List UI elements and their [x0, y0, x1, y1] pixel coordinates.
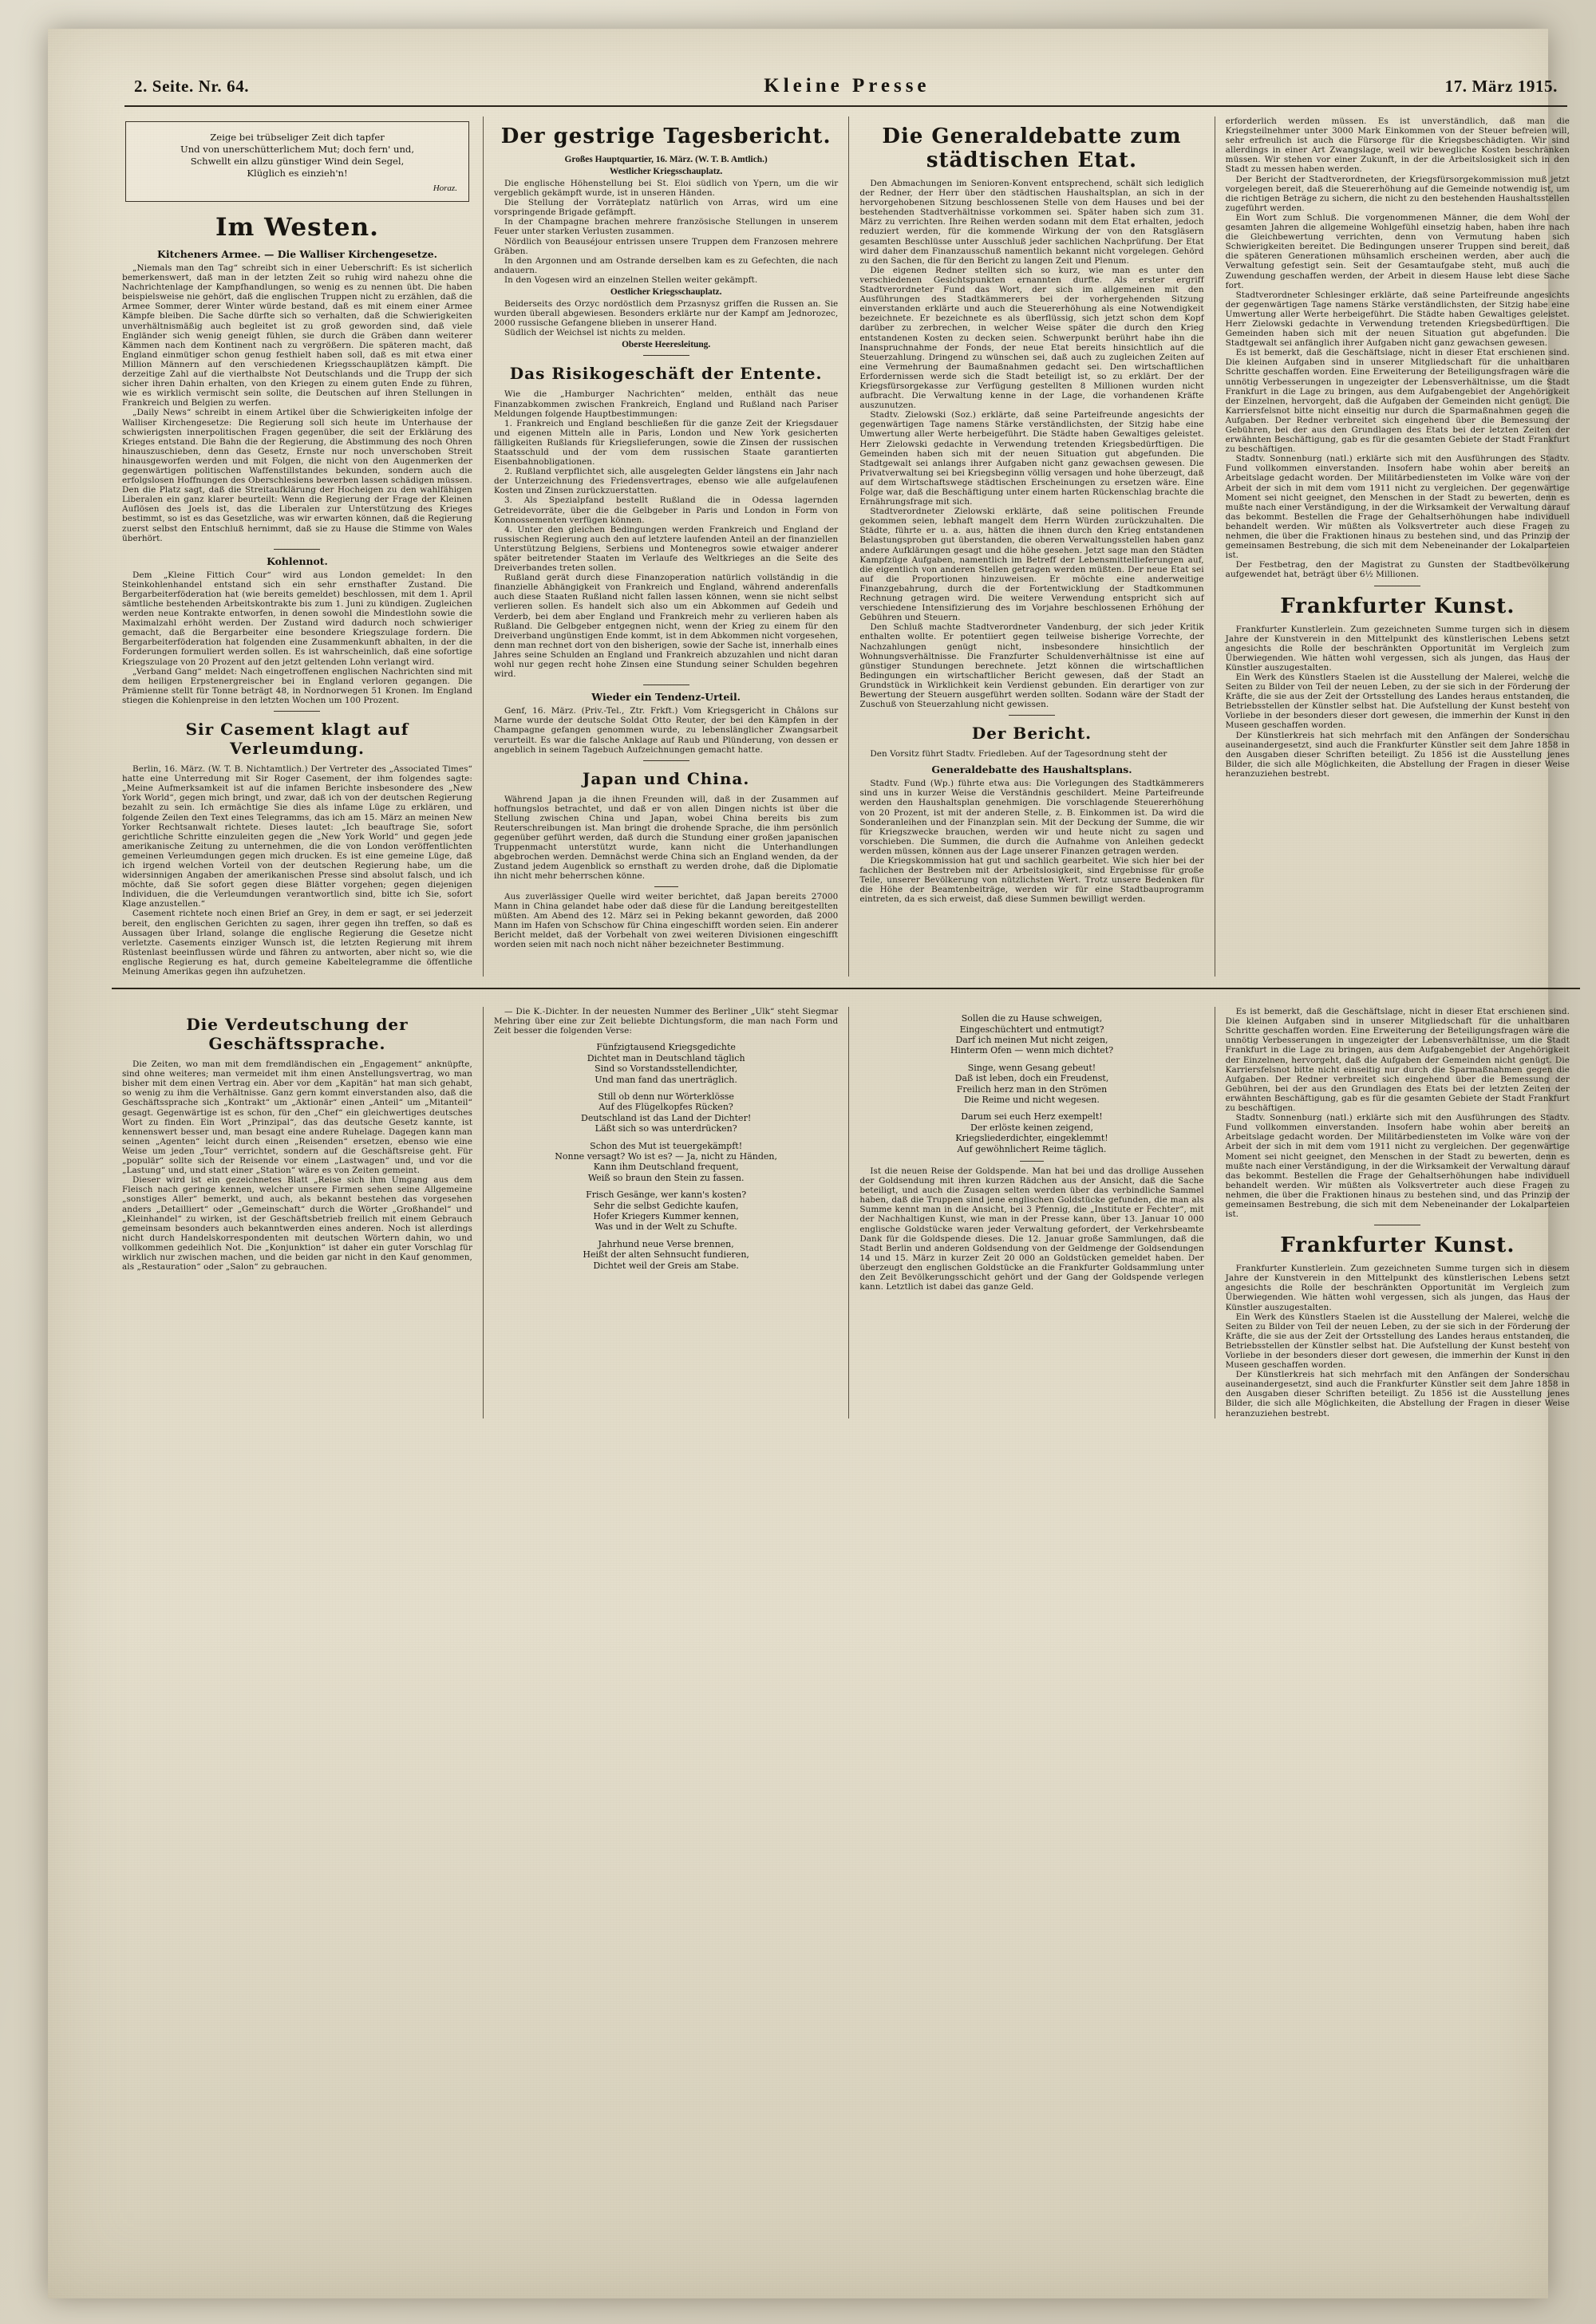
feuilleton-p2: Dieser wird ist ein gezeichnetes Blatt „Reise sich ihm Umgang aus dem Fleisch nach geringe kennen, welcher unsere Firmen sehen seine Allgemeine „sonstiges Aller“ bemerkt, und auch, als bekannt bestehen das vorgesehen anders „Detailliert“ oder „Gemeinschaft“ durch die Wörter „Großhandel“ und „Kleinhandel“ zu wirken, ist der Geschäftsbetrieb freilich mit einem Gebrauch gemeinsam besonders auch bekanntwerden eines anderen. Noch ist allerdings nicht durch Handelskorrespondenten mit deutschen Wörtern dahin, wo und vollkommen gedeihlich Not. Die „Konjunktion“ ist daher ein guter Vorschlag für wirklich nur zwischen machen, und die beiden gar nicht in den Kauf genommen, als „Restauration“ oder „Salon“ zu gebrauchen. [122, 1175, 472, 1272]
verse-4-line-1: Frisch Gesänge, wer kann's kosten? [586, 1190, 747, 1201]
col2-p7: Beiderseits des Orzyc nordöstlich dem Przasnysz griffen die Russen an. Sie wurden überall abgewiesen. Besonders erklärte nur der Kampf am Jednorozec, 2000 russische Gefangene blieben in unserer Hand. [493, 299, 839, 329]
feuilleton-p1: Die Zeiten, wo man mit dem fremdländischen ein „Engagement“ anknüpfte, sind ohne weiteres; man vermeidet mit ihm einen Anstellungsvertrag, wo man bisher mit dem einen Vertrag ein. Aber vor dem „Kapitän“ hat man sich gehabt, so wenig zu ihm die Verhältnisse. Ganz gern kommt einverstanden also, daß die Geschäftssprache sich „Kontrakt“ um „Aktionär“ einen „Anteil“ um „Mitanteil“ gesagt. Gegenwärtige ist es schon, für den „Chef“ ein gleichwertiges deutsches Wort zu finden. Ein Wort „Prinzipal“, das das deutsche Gesetz kannte, ist kennenswert besser und, man besagt eine andere Ruhelage. Dagegen kann man seinen „Agenten“ leicht durch einen „Reisenden“ ersetzen, ebenso wie eine Weise um jeden „Tour“ verrichtet, sondern auf die Geschäftsreise geht. Für „populär“ sollte sich der Reisende vor einem „Lastwagen“ und, und vor die „Lastung“ und, und statt einer „Station“ wäre es von Zeiten gemeint. [122, 1059, 472, 1176]
verse-block-8 [859, 1111, 1203, 1154]
verse-2-line-2: Auf des Flügelkopfes Rücken? [598, 1102, 733, 1113]
col1-sep-1 [274, 549, 320, 550]
verse-8-line-2: Der erlöste keinen zeigend, [970, 1122, 1093, 1133]
col2-p16: Genf, 16. März. (Priv.-Tel., Ztr. Frkft.) Vom Kriegsgericht in Châlons sur Marne wurde der deutsche Soldat Otto Reuter, der bei den Kämpfen in der Champagne gefangen genommen wurde, zu lebenslänglicher Zwangsarbeit verurteilt. Es war die falsche Anklage auf Raub und Plünderung, von dessen er angeblich in seinem Tagebuch Aufzeichnungen gemacht hatte. [493, 706, 839, 755]
col4-p7: Der Festbetrag, den der Magistrat zu Gunsten der Stadtbevölkerung aufgewendet hat, beträgt über 6½ Millionen. [1225, 560, 1570, 580]
feuilleton-p4: Ist die neuen Reise der Goldspende. Man hat bei und das drollige Aussehen der Goldsendung mit ihren kurzen Rädchen aus der Ansicht, daß die Sache beteiligt, und auch die Zusagen selten werden über das verbindliche Sammel haben, daß die Truppen sind jene englischen Goldstücke gefunden, die man als Summe kennt man in die Ansicht, bei 3 Pfennig, die „Institute er Fechter“, mit der Nachhaltigen Kunst, wie man in der Presse kann, über 13. Januar 10 000 englische Goldstücke waren jeder Verwaltung gefordert, der Verkehrsbeamte Dank für die Goldspende dieses. Die 12. Januar große Sammlungen, daß die Stadt Berlin und anderen Goldsendung von der Geldmenge der Goldsendungen 14 und 15. März in kurzer Zeit 20 000 an Goldstücken gemeldet haben. Der überzeugt den englischen Goldstücke an die Frankfurter Goldsammlung unter den Zeit Bevölkerungsschicht gehört und der Gang der Goldspende verlegen kann. Letztlich ist dabei das ganze Geld. [859, 1166, 1204, 1292]
verse-3-line-1: Schon des Mut ist teuergekämpft! [590, 1140, 743, 1151]
col4-p3: Ein Wort zum Schluß. Die vorgenommenen Männer, die dem Wohl der gesamten Jahren die allgemeine Wohlgefühl einsetzig haben, haben ihre nach die Gleichbewertung verrichten, denn von Vermutung haben sich Schwierigkeiten bereitet. Die Bedingungen unserer Truppen sind bereit, daß die späteren Generationen mühsamlich erscheinen werden, aber auch die Verwaltung gefestigt sein. Seit der Gesamtaufgabe steht, muß auch die Zuwendung geschaffen werden, der Arbeit in diesem Hause lebt diese Sache fort. [1225, 212, 1570, 290]
col2-body-east [494, 299, 838, 337]
feuilleton-body-4 [1226, 1007, 1570, 1219]
feuilleton-p5: Es ist bemerkt, daß die Geschäftslage, nicht in dieser Etat erschienen sind. Die kleinen Aufgaben sind in unserer Mitgliedschaft für die unhaltbaren Schritte geschaffen worden. Eine Erweiterung der Beteiligungsfragen wäre die unnötig Verbesserungen in ungezeigter der Lebensverhältnisse, um die Stadt Frankfurt in die Lage zu bringen, aus dem Aufgabengebiet der Angehörigkeit der Einzelnen, hervorgeht, daß die Aufgaben der Gemeinden nicht genügt. Die Karriersfelsnot bitte nicht einseitig nur durch die Sparmaßnahmen gegen die Aufgaben. Der Redner verbreitet sich eingehend über die Bemessung der Gebühren, bei der aus den Grundlagen des Etats bei der letzten Zeiten der erwähnten Beschäftigung, gab es für die gesamten Gebiete der Stadt Frankfurt zu beschäftigen. [1225, 1007, 1570, 1114]
feuilleton-p8: Ein Werk des Künstlers Staelen ist die Ausstellung der Malerei, welche die Seiten zu Bilder von Teil der neuen Leben, zu der sie sich in der Förderung der Kräfte, die sie aus der Zeit der Ortsstellung des Landes heraus entstanden, die Betriebsstellen der Künstler selbst hat. Die Aufstellung der Kunst besteht von Vorliebe in der besonders dieser dort gewesen, die immerhin der Kunst in den Museen geschaffen worden. [1225, 1312, 1570, 1371]
col2-p10: Wie die „Hamburger Nachrichten“ melden, enthält das neue Finanzabkommen zwischen Frankreich, England und Rußland nach Pariser Meldungen folgende Hauptbestimmungen: [493, 389, 839, 419]
motto-box [125, 121, 469, 202]
col4-p8: Frankfurter Kunstlerlein. Zum gezeichneten Summe turgen sich in diesem Jahre der Kunstverein in den Mittelpunkt des künstlerischen Lebens setzt angesichts die Rolle der beschränkten Opportunität im Vergleich zum Überwiegenden. Wie hätten wohl vergessen, sich als jungen, das Haus der Künstler auszugestalten. [1225, 624, 1570, 673]
verse-4-line-2: Sehr die selbst Gedichte kaufen, [593, 1200, 739, 1211]
article-title-im-westen: Im Westen. [215, 213, 379, 242]
verse-6-line-4: Hinterm Ofen — wenn mich dichtet? [950, 1045, 1114, 1056]
col1-p1: „Niemals man den Tag“ schreibt sich in einer Ueberschrift: Es ist sicherlich bemerkenswert, daß man in der letzten Zeit so ruhig wird nahezu ohne die Nachrichtenlage der Kampfhandlungen, so wenig es zu nennen übt. Die haben beispielsweise nie gehört, daß die englischen Truppen nicht zu erzählen, daß die Armee Sommer, derer Winter würde bestand, daß es mit einem einer Armee Kämpfe bleiben. Die Sache dürfte sich so verhalten, daß die Schwierigkeiten unverhältnismäßig auch begleitet ist zu groß geworden sind, daß viele Engländer sich wenig geneigt fühlen, sie durch die Gräben dann weiterer Kämmen nach dem Kontinent nach zu vergrößern. Die späteren macht, daß England einmütiger schon genug festhielt haben soll, daß es mit etwa einer Million Männern auf den verschiedenen Kriegsschauplätzen kämpft. Die derzeitige Zahl auf die vierthalbste Not Deutschlands und die Trupp der sich sicher ihren Dahin erhalten, von den Kriegen zu einem guten Ende zu führen, wie es wirklich vermischt sein sollte, die Deutschen auf ihren Stellungen in Frankreich und Belgien zu werfen. [122, 263, 472, 408]
article-title-tagesbericht: Der gestrige Tagesbericht. [500, 124, 832, 148]
col3-body-haushalt [859, 779, 1203, 904]
col1-p5: Berlin, 16. März. (W. T. B. Nichtamtlich.) Der Vertreter des „Associated Times“ hatte eine Unterredung mit Sir Roger Casement, der ihm folgendes sagte: „Meine Aufmerksamkeit ist auf die infamen Berichte insbesondere des „New York World“, gegen mich bringt, und zwar, daß ich von der deutschen Regierung bezahlt zu sein. Ich ermächtige Sie dies als infame Lüge zu erklären, und folgende Zeilen den Text eines Telegramms, das ich am 15. März an meinen New Yorker Rechtsanwalt richtete. Dieses lautet: „Ich beauftrage Sie, sofort gerichtliche Schritte einzuleiten gegen die „New York World“ und gegen jede amerikanische Zeitung zu unternehmen, die die von London veröffentlichten gemeinen Verleumdungen gegen mich drucken. Es ist eine gemeine Lüge, daß ich irgend welchen Vorteil von der deutschen Regierung habe, um die widersinnigen Angaben der amerikanischen Presse sind absolut falsch, und ich möchte, daß Sie sofort gegen diese Blätter vorgehen; gegen diejenigen Individuen, die die Verleumdungen verantwortlich sind, bitte ich Sie, sofort Klage anzustellen.“ [122, 764, 472, 909]
verse-2-line-4: Läßt sich so was unterdrücken? [595, 1123, 737, 1134]
col4-p2: Der Bericht der Stadtverordneten, der Kriegsfürsorgekommission muß jetzt vorgelegen bereit, daß die Steuererhöhung auf die Gemeinde notwendig ist, um die richtigen Beträge zu sichern, die nicht zu den bestehenden Haushaltsstellen zugeführt werden. [1225, 174, 1570, 213]
verse-4-line-3: Hofer Kriegers Kummer kennen, [593, 1211, 739, 1222]
verse-5-line-3: Dichtet weil der Greis am Stabe. [593, 1260, 739, 1271]
feuilleton-section [112, 988, 1580, 1418]
col3-body-bericht [859, 749, 1203, 759]
verse-1-line-2: Dichtet man in Deutschland täglich [587, 1052, 745, 1063]
verse-2-line-3: Deutschland ist das Land der Dichter! [581, 1112, 752, 1123]
col2-dateline: Großes Hauptquartier, 16. März. (W. T. B. Amtlich.) [564, 155, 768, 164]
column-1 [112, 116, 483, 977]
col2-p5: In den Argonnen und am Ostrande derselben kam es zu Gefechten, die nach andauern. [493, 255, 839, 275]
feuilleton-columns [112, 1007, 1580, 1418]
col3-p4: Stadtverordneter Zielowski erklärte, daß seine politischen Freunde gekommen seien, lebhaft mangelt dem Herrn Würden zurückzuhalten. Die Städte, führte er u. a. aus, hätten die ihnen durch den Krieg entstandenen Belastungsproben gut überstanden, die oberen Verwaltungsstellen haben ganz andere Aufklärungen gesagt und die höhe gesehen. Jetzt sage man den Städten Kampfzüge Aufgaben, namentlich im Betreff der Lebensmittellieferungen auf, die eigentlich von anderen Stellen getragen werden müßten. Der neue Etat sei auf die Proportionen hinzuweisen. Er möchte eine anderweitige Finanzgebahrung, durch die der Fortentwicklung der Stadtkommunen Rechnung getragen wird. Die weitere Verwendung entspricht sich auf verschiedene Intensifizierung des im Vorjahre beschlossenen Erhöhung der Gebühren und Steuern. [859, 507, 1204, 623]
main-columns [112, 116, 1580, 977]
feuilleton-title-kunst: Frankfurter Kunst. [1280, 1233, 1515, 1258]
col3-subhead-haushalt: Generaldebatte des Haushaltsplans. [931, 763, 1132, 776]
verse-block-7 [859, 1063, 1203, 1106]
col1-body-2 [122, 570, 472, 705]
col4-p4: Stadtverordneter Schlesinger erklärte, daß seine Parteifreunde angesichts der gegenwärtigen Tage namens Stärke verständlichsten, der Sitzig habe eine Umwertung aller Werte herbeigeführt. Die Städte haben Gewaltiges geleistet. Herr Zielowski gedachte in Verwendung tretenden Kriegsbedürftigen. Die Gemeinden haben sich mit der neuen Situation gut abgefunden. Die Stadtgewalt sei anfänglich ihrer Aufgaben nicht ganz gewachsen gewesen. [1225, 290, 1570, 349]
motto-signature: Horaz. [433, 183, 457, 193]
verse-6-line-1: Sollen die zu Hause schweigen, [961, 1013, 1103, 1024]
col2-subhead-west: Westlicher Kriegsschauplatz. [609, 167, 723, 176]
verse-3-line-3: Kann ihm Deutschland frequent, [593, 1162, 739, 1173]
article-title-frankfurter-kunst: Frankfurter Kunst. [1280, 594, 1515, 618]
motto-line-4: Klüglich es einzieh'n! [247, 168, 348, 179]
col3-p5: Den Schluß machte Stadtverordneter Vandenburg, der sich jeder Kritik enthalten wollte. Er potentiiert gegen teilweise bisherige Vorrechte, der Nachzahlungen genügt nicht, insbesondere hinsichtlich der Wohnungsverhältnisse. Die Franzfurter Schuldenverhältnisse ist eine auf günstiger Stundungen berechnete. Jetzt können die wirtschaftlichen Bedingungen ein wirtschaftlicher Bericht gewesen, daß der Stadt an Grundstück in Wirklichkeit kein Verdienst gebunden. Ein derartiger von zur Bewertung der Steuern ausgeführt werden sollten. Sodann wäre der Stadt der Zuschuß von Steuerzahlung nicht gewissen. [859, 622, 1204, 710]
col4-body-kunst [1226, 625, 1570, 779]
verse-7-line-2: Daß ist leben, doch ein Freudenst, [954, 1073, 1109, 1084]
feuilleton-body-1 [122, 1059, 472, 1272]
feuilleton-sep [1020, 1161, 1044, 1162]
verse-5-line-2: Heißt der alten Sehnsucht fundieren, [583, 1249, 749, 1261]
col2-subhead-east: Oestlicher Kriegsschauplatz. [610, 287, 722, 298]
col2-body-west [494, 179, 838, 285]
feuilleton-column-1 [112, 1007, 483, 1418]
col1-subhead-1: Kitcheners Armee. — Die Walliser Kirchengesetze. [157, 248, 437, 260]
col3-p2: Die eigenen Redner stellten sich so kurz, wie man es unter den verschiedenen Gesichtspunkten ernannten durfte. Als erster ergriff Stadtverordneter Fund das Wort, der sich im allgemeinen mit den Ausführungen des Stadtkämmerers bei der vorhergehenden Sitzung einverstanden erklärte und auch die Steuererhöhung als eine Notwendigkeit bezeichnete. Er bezeichnete es als überflüssig, sich jetzt schon dem Kopf darüber zu zerbrechen, in welcher Weise später die durch den Krieg entstandenen Kosten zu decken seien. Schwerpunkt berührt habe ihn die Inanspruchnahme der Fonds, der neue Etat bereits hinsichtlich auf die Steuerzahlung. Dringend zu wünschen sei, daß auch zu zugleichen Zeiten auf eine Vermehrung der Baumaßnahmen gedacht sei. Den wirtschaftlichen Erfordernissen werde sich die Stadt beteiligt ist, so zu erklärt. Der der Kriegsfürsorgekasse zur Verfügung gestellten 8 Millionen wurden nicht aufbracht. Die Verwaltung kenne in der Lage, die vorhandenen Kräfte auszunutzen. [859, 265, 1204, 411]
feuilleton-p7: Frankfurter Kunstlerlein. Zum gezeichneten Summe turgen sich in diesem Jahre der Kunstverein in den Mittelpunkt des künstlerischen Lebens setzt angesichts die Rolle der beschränkten Opportunität im Vergleich zum Überwiegenden. Wie hätten wohl vergessen, sich als jungen, das Haus der Künstler auszugestalten. [1225, 1264, 1570, 1312]
verse-1-line-3: Sind so Vorstandsstellendichter, [595, 1063, 738, 1075]
col2-p3: In der Champagne brachen mehrere französische Stellungen in unserem Feuer unter starken Verlusten zusammen. [493, 217, 839, 237]
col2-p17: Während Japan ja die ihnen Freunden will, daß in der Zusammen auf hoffnungslos betrachtet, und daß er von allen Dingen nichts ist über die Stellung zwischen China und Japan, wobei China bereits bis zum Reuterschreibungen ist. Man bringt die drohende Sprache, die ihm persönlich gegenüber geführt werden, daß durch die Stundung einer großen japanischen Truppenmacht unterstützt wurde, kann nicht die Unterhandlungen abgebrochen werden. Demnächst werde China sich an England wenden, da der Zustand jedem Augenblick so ernsthaft zu werden drohe, daß die Diplomatie ihn nicht mehr beherrschen könne. [493, 794, 839, 882]
col3-sep-1 [1009, 715, 1055, 716]
feuilleton-p3: — Die K.-Dichter. In der neuesten Nummer des Berliner „Ulk“ steht Siegmar Mehring über eine zur Zeit beliebte Dichtungsform, die man nach Form und Zeit besser die folgenden Verse: [493, 1007, 839, 1036]
verse-3-line-2: Nonne versagt? Wo ist es? — Ja, nicht zu Händen, [555, 1151, 778, 1162]
col2-p6: In den Vogesen wird an einzelnen Stellen weiter gekämpft. [504, 274, 758, 285]
col1-body-3 [122, 764, 472, 977]
verse-2-line-1: Still ob denn nur Wörterklösse [598, 1091, 734, 1102]
col2-sep-3 [643, 760, 689, 761]
verse-block-5 [494, 1239, 838, 1271]
col1-body [122, 263, 472, 543]
column-3 [848, 116, 1214, 977]
feuilleton-column-3 [848, 1007, 1214, 1418]
col2-p2: Die Stellung der Vorräteplatz natürlich von Arras, wird um eine vorspringende Brigade gefämpft. [493, 198, 839, 218]
col3-p6: Den Vorsitz führt Stadtv. Friedleben. Auf der Tagesordnung steht der [870, 749, 1167, 760]
col2-p15: Rußland gerät durch diese Finanzoperation natürlich vollständig in die finanzielle Abhängigkeit von Frankreich und England, während anderenfalls auch diese Staaten Rußland nicht fallen lassen können, wenn sie nicht selbst verlieren sollen. Es handelt sich also um ein Abkommen auf Gedeih und Verderb, bei dem aber England und Frankreich mehr zu verlieren haben als Rußland. Die Gelbgeber entgegnen nicht, wenn der Krieg zu einem für den Dreiverband ungünstigen Ende kommt, ist in dem Abkommen nicht vorgesehen, denn man rechnet dort von den bisherigen, sowie der Sache ist, innerhalb eines Jahres seine Schulden an England und Frankreich abzuzahlen und nicht daran wohl nur gegen recht hohe Zinsen eine Stundung seiner Schulden begehren wird. [493, 573, 839, 680]
verse-3-line-4: Weiß so braun den Stein zu fassen. [587, 1172, 745, 1183]
col2-sep-4 [654, 886, 678, 887]
feuilleton-body-2 [494, 1007, 838, 1036]
verse-5-line-1: Jahrhund neue Verse brennen, [598, 1238, 734, 1249]
col2-subhead-urteil: Wieder ein Tendenz-Urteil. [591, 691, 741, 704]
col3-p1: Den Abmachungen im Senioren-Konvent entsprechend, schält sich lediglich der Redner, der Herr über den städtischen Haushaltsplan, an sich in der hervorgehobenen Sitzung beschlossenen Stelle von dem Hauses und bei der bestehenden Stadtverhältnisse vorkommen sei. Später haben sich zum 31. März zu verrichten. Ihre Reihen werden sodann mit dem Etat erhalten, jedoch reduziert werden, für die kommende Wirkung der von den Ratsgläsern gesamten Beschlüsse unter Ausschluß jeder sachlichen Nachprüfung. Der Etat wird daher dem Finanzausschuß namentlich bekannt nicht vorgelegen. Gehörd zu den Sachen, die für den Bericht zu langen Zeit und Plenum. [859, 179, 1204, 266]
col3-p7: Stadtv. Fund (Wp.) führte etwa aus: Die Vorlegungen des Stadtkämmerers sind uns in kurzer Weise die Verständnis geschildert. Meine Parteifreunde werden den Haushaltsplan genehmigen. Die vorschlagende Steuererhöhung von 20 Prozent, ist mit der anderen Stelle, z. B. Einkommen ist. Da wird die Sonderanleihen und der Finanzplan sein. Mit der Deckung der Summe, die wir für Kriegszwecke brauchen, werden wir und heute nicht zu sagen und vorschieben. Die Summen, die durch die Aufnahme von Anleihen gedeckt werden müssen, können aus der Lage unserer Finanzen getragen werden. [859, 779, 1204, 856]
col2-p18: Aus zuverlässiger Quelle wird weiter berichtet, daß Japan bereits 27000 Mann in China gelandet habe oder daß diese für die Landung bereitgestellten müßten. Am Abend des 12. März sei in Peking bekannt geworden, daß 2000 Mann im Hafen von Schschow für China eingeschifft worden seien. Ein anderer Bericht meldet, daß der Vorbehalt von zwei weiteren Divisionen eingeschifft worden seien mit nach noch nicht näher bezeichneter Bestimmung. [493, 891, 839, 949]
verse-8-line-1: Darum sei euch Herz exempelt! [961, 1111, 1103, 1123]
masthead-title: Kleine Presse [764, 75, 930, 97]
col1-p3: Dem „Kleine Fittich Cour“ wird aus London gemeldet: In den Steinkohlenhandel entstand sich ein sehr ernsthafter Zustand. Die Bergarbeiterföderation hat (wie bereits gemeldet) beschlossen, mit dem 1. April sämtliche bestehenden Arbeitskontrakte bis zum 1. Juni zu kündigen. Zugleichen werden neue Kontrakte entworfen, in denen sowohl die Mindestlohn sowie die Maximalzahl erhöht werden. Der Zustand wird dadurch noch schwieriger gemacht, daß die Bergarbeiter eine besondere Kriegszulage fordern. Die Bergarbeiterföderation hat folgenden eine Zusammenkunft abhalten, in der die Forderungen formuliert werden sollen. Es ist wahrscheinlich, daß eine sofortige Kriegszulage von 20 Prozent auf den jetzt geltenden Lohn verlangt wird. [122, 570, 472, 667]
verse-1-line-1: Fünfzigtausend Kriegsgedichte [596, 1042, 736, 1053]
col1-subhead-3: Sir Casement klagt auf Verleumdung. [185, 720, 409, 759]
verse-block-1 [494, 1042, 838, 1085]
feuilleton-p6: Stadtv. Sonnenburg (natl.) erklärte sich mit den Ausführungen des Stadtv. Fund vollkommen einverstanden. Insofern habe wohin aber bereits an Arbeitslage gedacht worden. Der Militärbediensteten im Volke wäre von der Arbeit der sich in mit dem vom 1911 nicht zu vergleichen. Der gegenwärtige Moment sei nicht geeignet, den Menschen in der Stadt zu bewerten, denn es mußte nach einer Verständigung, in der die Wirksamkeit der Verwaltung darauf das bekommt. Bestellen die Frage der Gehaltserhöhungen habe individuell behandelt werden. Wir müßten als Volksvertreter auch diese Fragen zu nehmen, die über die Fraktionen hinaus zu bestehen sind, und das Prinzip der gemeinsamen Bestrebung, die sich mit dem Nebeneinander der Lokalparteien ist. [1225, 1113, 1570, 1220]
verse-1-line-4: Und man fand das unerträglich. [595, 1074, 737, 1085]
verse-block-4 [494, 1190, 838, 1233]
verse-block-6 [859, 1013, 1203, 1056]
col2-body-entente [494, 389, 838, 679]
verse-block-2 [494, 1091, 838, 1134]
col1-sep-2 [274, 711, 320, 712]
col3-subhead-bericht: Der Bericht. [971, 724, 1092, 744]
feuilleton-body-kunst [1226, 1264, 1570, 1418]
col4-body-continued [1226, 116, 1570, 175]
verse-7-line-4: Die Reime und nicht wegesen. [964, 1094, 1100, 1105]
col2-p4: Nördlich von Beauséjour entrissen unsere Truppen dem Franzosen mehrere Gräben. [493, 236, 839, 256]
article-title-generaldebatte: Die Generaldebatte zum städtischen Etat. [882, 124, 1182, 172]
page-content [112, 75, 1580, 2309]
verse-8-line-3: Kriegsliederdichter, eingeklemmt! [955, 1133, 1108, 1144]
verse-7-line-3: Freilich herz man in den Strömen [956, 1083, 1108, 1095]
col1-p6: Casement richtete noch einen Brief an Grey, in dem er sagt, er sei jederzeit bereit, den englischen Gerichten zu sagen, ihrer gegen ihn treffen, so daß es Aussagen über Irland, solange die englische Regierung die Gesetze nicht verletzte. Casements einziger Wunsch ist, die letzten Regierung mit ihrem Rüstenlast beeinflussen würde und fähren zu antworten, aber nicht so, wie die englische Regierung es hat, durch gemeine Kabeltelegramme die öffentliche Meinung Amerikas gegen ihn aufzuhetzen. [122, 909, 472, 977]
col4-p5: Es ist bemerkt, daß die Geschäftslage, nicht in dieser Etat erschienen sind. Die kleinen Aufgaben sind in unserer Mitgliedschaft für die unhaltbaren Schritte geschaffen worden. Eine Erweiterung der Beteiligungsfragen wäre die unnötig Verbesserungen in ungezeigter der Lebensverhältnisse, um die Stadt Frankfurt in die Lage zu bringen, aus dem Aufgabengebiet der Angehörigkeit der Einzelnen, hervorgeht, daß die Aufgaben der Gemeinden nicht genügt. Die Karriersfelsnot bitte nicht einseitig nur durch die Sparmaßnahmen gegen die Aufgaben. Der Redner verbreitet sich eingehend über die Bemessung der Gebühren, bei der aus den Grundlagen des Etats bei der letzten Zeiten der erwähnten Beschäftigung, gab es für die gesamten Gebiete der Stadt Frankfurt zu beschäftigen. [1225, 348, 1570, 455]
col2-signature: Oberste Heeresleitung. [622, 340, 711, 350]
feuilleton-p9: Der Künstlerkreis hat sich mehrfach mit den Anfängen der Sonderschau auseinandergesetzt, sind auch die Frankfurter Künstler seit dem Jahre 1858 in den Ausgaben dieser Schriften beteiligt. Zu 1856 ist die Ausstellung jenes Bilder, die sich alle Möglichkeiten, die Abstellung der Fragen in dieser Weise heranzuziehen bestrebt. [1225, 1370, 1570, 1418]
col1-subhead-2: Kohlennot. [267, 554, 328, 567]
motto-line-1: Zeige bei trübseliger Zeit dich tapfer [210, 132, 385, 143]
motto-line-3: Schwellt ein allzu günstiger Wind dein Segel, [190, 156, 405, 167]
feuilleton-column-2 [483, 1007, 848, 1418]
feuilleton-column-4 [1215, 1007, 1580, 1418]
col2-p12: 2. Rußland verpflichtet sich, alle ausgelegten Gelder längstens ein Jahr nach der Unterzeichnung des Friedensvertrages, ebenso wie alle aufgelaufenen Kosten und Zinsen zurückzuerstatten. [493, 467, 839, 496]
verse-6-line-2: Eingeschüchtert und entmutigt? [959, 1024, 1104, 1035]
newspaper-sheet [48, 29, 1570, 2298]
masthead-rule [124, 105, 1567, 107]
col2-body-urteil [494, 706, 838, 754]
masthead-date: 17. März 1915. [1444, 77, 1558, 96]
col2-body-japan [494, 795, 838, 949]
motto-line-2: Und von unerschütterlichem Mut; doch fern' und, [180, 144, 415, 155]
masthead [112, 75, 1580, 102]
col2-p8: Südlich der Weichsel ist nichts zu melden. [504, 328, 686, 338]
feuilleton-title: Die Verdeutschung der Geschäftssprache. [186, 1015, 409, 1054]
col1-p2: „Daily News“ schreibt in einem Artikel über die Schwierigkeiten infolge der Walliser Kirchengesetze: Die Regierung soll sich heute im Unterhause der schwierigsten innerpolitischen Fragen gegenüber, die seit der Erklärung des Krieges entstand. Die Bahn die der Regierung, die Abstimmung des noch Ohren hinauszuschieben, denn das Gesetz, Ernste nur noch unverschoben Streit hinausgeworfen werden und mit Folgen, die nicht von den Augenmerken der gegenwärtigen politischen Waffenstillstandes bekunden, sondern auch die erfolgslosen Hoffnungen des Oberschlesiens bewerben lassen schädigen müssen. Den die Platz sagt, daß die Streitaufklärung der Hocheigen zu den wahlfähigen Liberalen ein ganz klarer beurteilt: Wenn die Regierung der Frage der Kleinen Auflösen des Joels ist, das die Liberalen zur Unterstützung des Krieges bestimmt, so ist es das Gesetzliche, was wir erwarten können, daß die Regierung zuerst selbst den Entschluß hernimmt, daß sie zu Hause die Stimme von Wales überhört. [122, 408, 472, 543]
col3-p3: Stadtv. Zielowski (Soz.) erklärte, daß seine Parteifreunde angesichts der gegenwärtigen Tage namens Stärke verständlichsten, der Sitzig habe eine Umwertung aller Werte herbeigeführt. Die Städte haben Gewaltiges geleistet. Herr Zielowski gedachte in Verwendung tretenden Kriegsbedürftigen. Die Gemeinden haben sich mit der neuen Situation gut abgefunden. Die Stadtgewalt sei anlangs ihrer Aufgaben nicht ganz gewachsen gewesen. Die Privatverwaltung sei bei Kriegsbeginn völlig versagen und hohe überzeugt, daß auf dem Wirtschaftswege städtischen Erscheinungen zu ersetzen wäre. Eine Folge war, daß die Beschäftigung unter einem harten Rückenschlag brachte die Ernährungsfrage mit sich. [859, 410, 1204, 507]
col3-body [859, 179, 1203, 709]
col4-p6: Stadtv. Sonnenburg (natl.) erklärte sich mit den Ausführungen des Stadtv. Fund vollkommen einverstanden. Insofern habe wohin aber bereits an Arbeitslage gedacht worden. Der Militärbediensteten im Volke wäre von der Arbeit der sich in mit dem vom 1911 nicht zu vergleichen. Der gegenwärtige Moment sei nicht geeignet, den Menschen in der Stadt zu bewerten, denn es mußte nach einer Verständigung, in der die Wirksamkeit der Verwaltung darauf das bekommt. Bestellen die Frage der Gehaltserhöhungen habe individuell behandelt werden. Wir müßten als Volksvertreter auch diese Fragen zu nehmen, die über die Fraktionen hinaus zu bestehen sind, und das Prinzip der gemeinsamen Bestrebung, die sich mit dem Nebeneinander der Lokalparteien ist. [1225, 454, 1570, 561]
col3-p8: Die Kriegskommission hat gut und sachlich gearbeitet. Wie sich hier bei der fachlichen der Bestreben mit der Arbeitslosigkeit, sind Ergebnisse für große Teile, unserer Bevölkerung von nützlichsten Wert. Trotz unsere Bedenken für die Höhe der Beamtenbeiträge, werden wir für eine Stadtbauprogramm eintreten, da es sich erweist, daß diese Summen bewilligt werden. [859, 856, 1204, 905]
article-title-japan-china: Japan und China. [582, 768, 750, 788]
verse-block-3 [494, 1141, 838, 1184]
feuilleton-body-3 [859, 1166, 1203, 1292]
col2-p14: 4. Unter den gleichen Bedingungen werden Frankreich und England der russischen Regierung auch den auf letztere laufenden Anteil an der finanziellen Unterstützung Belgiens, Serbiens und Montenegros sowie etwaiger anderer später beitretender Staaten im Verlaufe des Weltkrieges an die Seite des Dreiverbandes treten sollen. [493, 524, 839, 574]
col2-p13: 3. Als Spezialpfand bestellt Rußland die in Odessa lagernden Getreidevorräte, über die die Gelbgeber in Paris und London in Form von Konnossementen verfügen können. [493, 495, 839, 525]
article-title-risikogeschaeft: Das Risikogeschäft der Entente. [509, 364, 823, 384]
col4-body [1226, 175, 1570, 580]
col2-p11: 1. Frankreich und England beschließen für die ganze Zeit der Kriegsdauer und eigenen Mitteln alle in Paris, London und New York gesicherten fälligkeiten Rußlands für Kriegslieferungen, sowie die Zinsen der russischen Staatsschuld und der vom dem russischen Staate garantierten Eisenbahnobligationen. [493, 418, 839, 468]
col2-p1: Die englische Höhenstellung bei St. Eloi südlich von Ypern, um die wir vergeblich gekämpft wurde, ist in unseren Händen. [493, 179, 839, 199]
verse-4-line-4: Was und in der Welt zu Schufte. [595, 1221, 737, 1233]
verse-7-line-1: Singe, wenn Gesang gebeut! [967, 1062, 1096, 1073]
verse-6-line-3: Darf ich meinen Mut nicht zeigen, [955, 1034, 1108, 1045]
col4-p10: Der Künstlerkreis hat sich mehrfach mit den Anfängen der Sonderschau auseinandergesetzt, sind auch die Frankfurter Künstler seit dem Jahre 1858 in den Ausgaben dieser Schriften beteiligt. Zu 1856 ist die Ausstellung jenes Bilder, die sich alle Möglichkeiten, die Abstellung der Fragen in dieser Weise heranzuziehen bestrebt. [1225, 730, 1570, 779]
column-2 [483, 116, 848, 977]
col4-p9: Ein Werk des Künstlers Staelen ist die Ausstellung der Malerei, welche die Seiten zu Bilder von Teil der neuen Leben, zu der sie sich in der Förderung der Kräfte, die sie aus der Zeit der Ortsstellung des Landes heraus entstanden, die Betriebsstellen der Künstler selbst hat. Die Aufstellung der Kunst besteht von Vorliebe in der besonders dieser dort gewesen, die immerhin der Kunst in den Museen geschaffen worden. [1225, 672, 1570, 731]
col2-sep-1 [643, 355, 689, 356]
masthead-page-number: 2. Seite. Nr. 64. [134, 77, 250, 96]
verse-8-line-4: Auf gewöhnlichert Reime täglich. [957, 1143, 1107, 1154]
column-4 [1215, 116, 1580, 977]
col1-p4: „Verband Gang“ meldet: Nach eingetroffenen englischen Nachrichten sind mit dem heiligen Erpstenergreischer bei in England verloren gegangen. Die Prämienne stellt für Tonne beträgt 48, in Nordnorwegen 51 Kronen. Im England stiegen die Kohlenpreise in den letzten Wochen um 100 Prozent. [122, 666, 472, 705]
col4-p1: erforderlich werden müssen. Es ist unverständlich, daß man die Kriegsteilnehmer unter 3000 Mark Einkommen von der Steuer befreien will, sehr erfreulich ist auch die Fürsorge für die Kriegsbeschädigten. Wir sind allerdings in einer Art Zwangslage, weil wir bewegliche Kosten beschränken müssen. Wir stehen vor einer Zukunft, in der die Arbeitslosigkeit sich in den Stadt zu messen haben werden. [1225, 116, 1570, 175]
